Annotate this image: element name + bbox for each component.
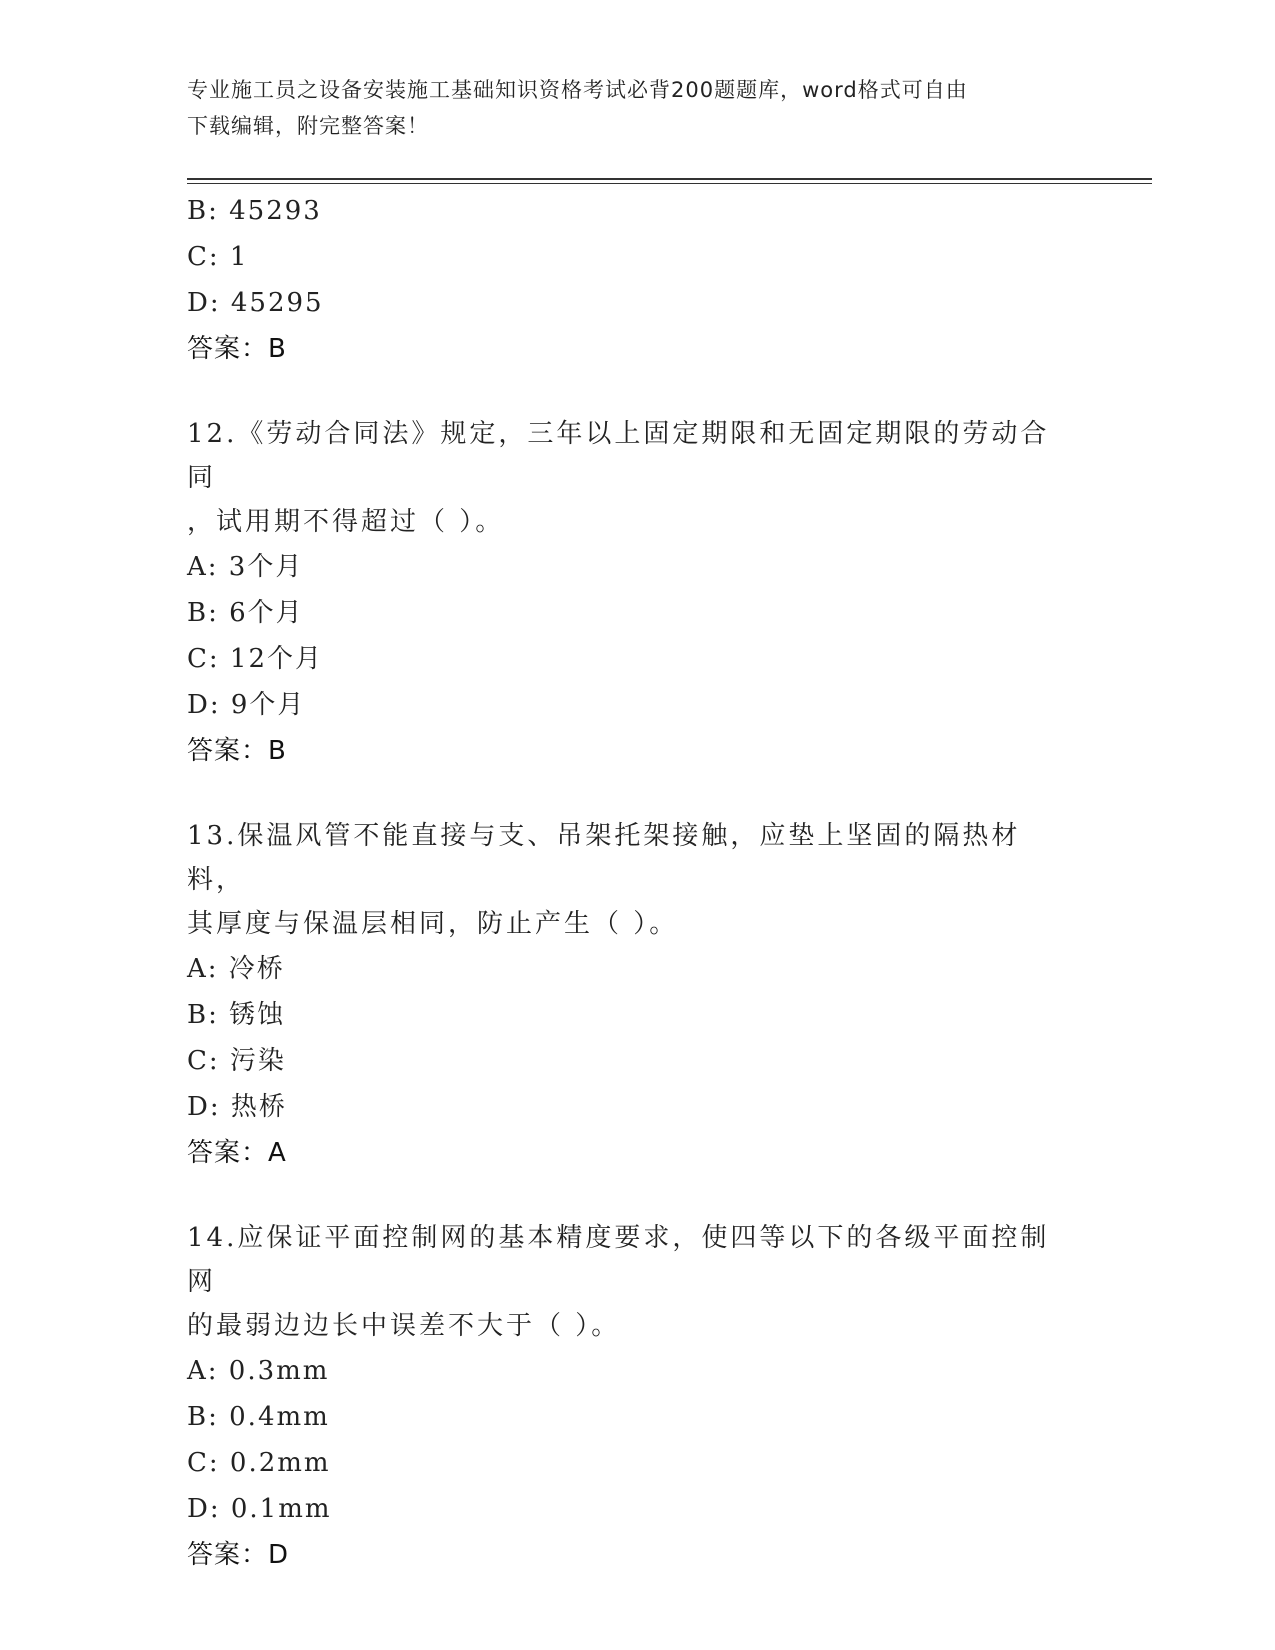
option-d: D: 热桥 <box>187 1092 287 1122</box>
option-c: C: 污染 <box>187 1046 286 1076</box>
option-c: C: 1 <box>187 242 249 272</box>
question-text-line-2: ，试用期不得超过（ ）。 <box>187 507 505 537</box>
header-divider-thin <box>187 183 1152 184</box>
question-text-line-1: 12.《劳动合同法》规定，三年以上固定期限和无固定期限的劳动合同 <box>187 419 1050 493</box>
document-header <box>187 72 1087 144</box>
header-line-1: 专业施工员之设备安装施工基础知识资格考试必背200题题库，word格式可自由 <box>187 78 968 102</box>
option-a: A: 3个月 <box>187 552 304 582</box>
answer-line: 答案：B <box>187 736 287 766</box>
spacer <box>187 1176 1087 1216</box>
option-a: A: 0.3mm <box>187 1356 330 1386</box>
question-14 <box>187 1216 1087 1578</box>
option-b: B: 45293 <box>187 196 322 226</box>
option-c: C: 12个月 <box>187 644 324 674</box>
answer-line: 答案：A <box>187 1138 287 1168</box>
document-body <box>187 188 1087 1578</box>
question-12 <box>187 412 1087 774</box>
option-b: B: 锈蚀 <box>187 1000 286 1030</box>
option-a: A: 冷桥 <box>187 954 285 984</box>
question-text-line-1: 14.应保证平面控制网的基本精度要求，使四等以下的各级平面控制网 <box>187 1223 1050 1297</box>
answer-line: 答案：B <box>187 334 287 364</box>
spacer <box>187 372 1087 412</box>
spacer <box>187 774 1087 814</box>
option-b: B: 0.4mm <box>187 1402 330 1432</box>
question-text-line-2: 其厚度与保温层相同，防止产生（ ）。 <box>187 909 679 939</box>
header-line-2: 下载编辑，附完整答案！ <box>187 114 429 138</box>
question-13 <box>187 814 1087 1176</box>
header-divider-thick <box>187 178 1152 180</box>
answer-line: 答案：D <box>187 1540 290 1570</box>
option-d: D: 9个月 <box>187 690 306 720</box>
option-b: B: 6个月 <box>187 598 304 628</box>
question-11-continued <box>187 188 1087 372</box>
option-d: D: 45295 <box>187 288 324 318</box>
question-text-line-1: 13.保温风管不能直接与支、吊架托架接触，应垫上坚固的隔热材料， <box>187 821 1021 895</box>
option-d: D: 0.1mm <box>187 1494 332 1524</box>
question-text-line-2: 的最弱边边长中误差不大于（ ）。 <box>187 1311 621 1341</box>
option-c: C: 0.2mm <box>187 1448 331 1478</box>
